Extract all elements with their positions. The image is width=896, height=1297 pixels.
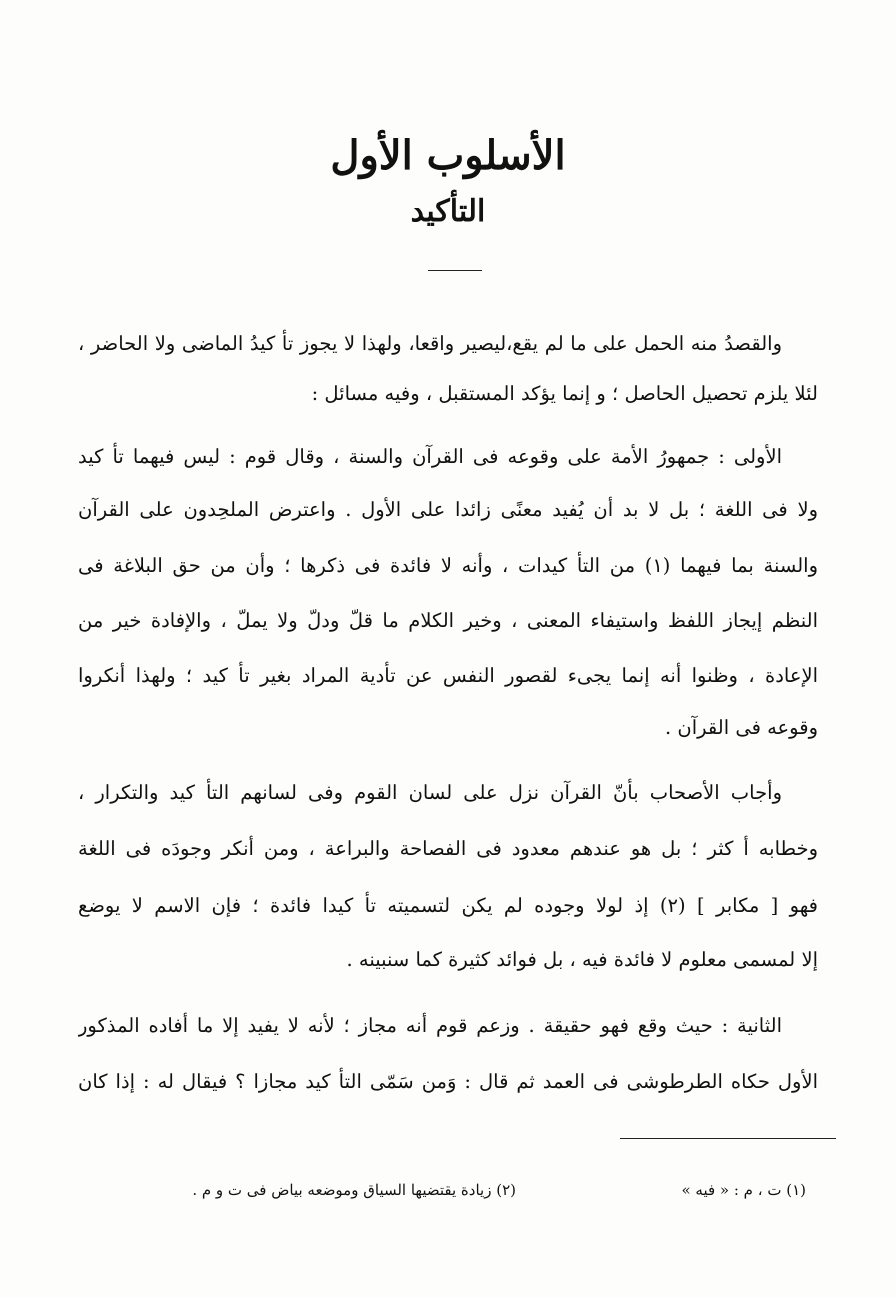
chapter-subtitle: التأكيد	[410, 194, 486, 229]
text-line: النظم إيجاز اللفظ واستيفاء المعنى ، وخير الكلام ما قلّ ودلّ ولا يملّ ، والإفادة خير من	[78, 609, 818, 632]
text-line: فهو [ مكابر ] (٢) إذ لولا وجوده لم يكن لتسميته تأ كيدا فائدة ؛ فإن الاسم لا يوضع	[78, 894, 818, 917]
footnote-1: (١) ت ، م : « فيه »	[681, 1181, 806, 1199]
text-line: الأولى : جمهورُ الأمة على وقوعه فى القرآن والسنة ، وقال قوم : ليس فيهما تأ كيد	[78, 445, 782, 468]
text-line: والسنة بما فيهما (١) من التأ كيدات ، وأنه لا فائدة فى ذكرها ؛ وأن من حق البلاغة فى	[78, 554, 818, 577]
text-line: الأول حكاه الطرطوشى فى العمد ثم قال : وَمن سَمّى التأ كيد مجازا ؟ فيقال له : إذا كان	[78, 1070, 818, 1093]
text-line: ولا فى اللغة ؛ بل لا بد أن يُفيد معنًى زائدا على الأول . واعترض الملحِدون على القرآن	[78, 498, 818, 521]
footnote-2: (٢) زيادة يقتضيها السياق وموضعه بياض فى ت و م .	[192, 1181, 516, 1199]
footnote-divider	[620, 1138, 836, 1139]
text-line: وخطابه أ كثر ؛ بل هو عندهم معدود فى الفصاحة والبراعة ، ومن أنكر وجودَه فى اللغة	[78, 837, 818, 860]
text-line: إلا لمسمى معلوم لا فائدة فيه ، بل فوائد كثيرة كما سنبينه .	[346, 948, 818, 971]
chapter-title: الأسلوب الأول	[330, 132, 566, 179]
text-line: والقصدُ منه الحمل على ما لم يقع،ليصير واقعا، ولهذا لا يجوز تأ كيدُ الماضى ولا الحاضر ،	[78, 332, 782, 355]
text-line: وقوعه فى القرآن .	[665, 716, 818, 739]
text-line: وأجاب الأصحاب بأنّ القرآن نزل على لسان القوم وفى لسانهم التأ كيد والتكرار ،	[78, 781, 782, 804]
text-line: لئلا يلزم تحصيل الحاصل ؛ و إنما يؤكد المستقبل ، وفيه مسائل :	[311, 382, 818, 405]
title-divider	[428, 270, 482, 271]
text-line: الثانية : حيث وقع فهو حقيقة . وزعم قوم أنه مجاز ؛ لأنه لا يفيد إلا ما أفاده المذكور	[78, 1014, 782, 1037]
text-line: الإعادة ، وظنوا أنه إنما يجىء لقصور النفس عن تأدية المراد بغير تأ كيد ؛ ولهذا أنكروا	[78, 664, 818, 687]
